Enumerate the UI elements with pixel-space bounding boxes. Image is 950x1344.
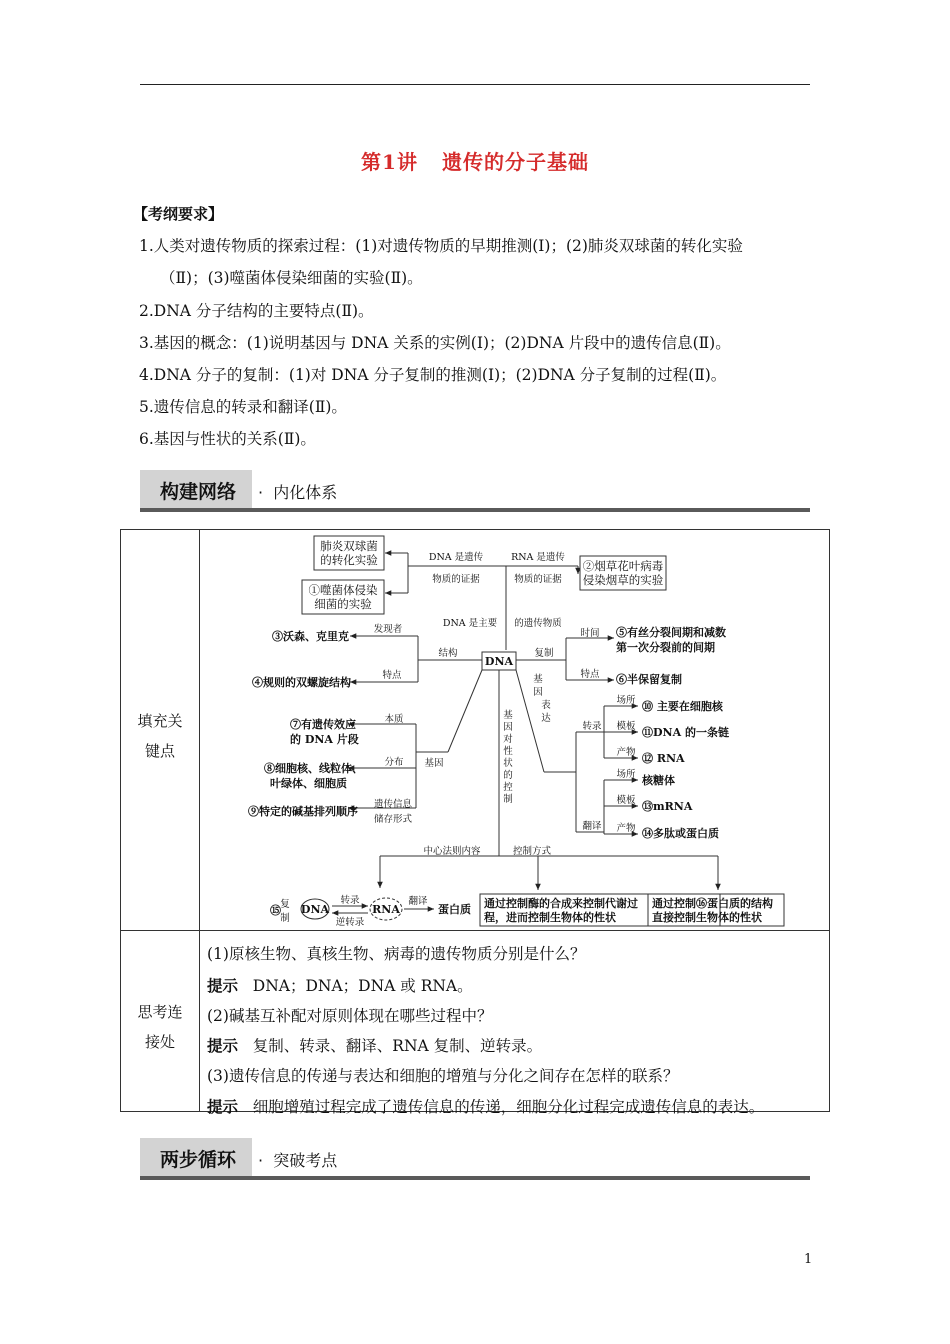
answer xyxy=(207,1095,764,1117)
requirement-item: 4.DNA 分子的复制：(1)对 DNA 分子复制的推测(Ⅰ)；(2)DNA 分子复制的过程(Ⅱ)。 xyxy=(139,366,727,384)
concept-map xyxy=(248,532,788,928)
box-pneumococcus: 肺炎双球菌 xyxy=(320,539,378,553)
discoverer-label: 发现者 xyxy=(373,624,403,635)
answer-7: 的 DNA 片段 xyxy=(290,733,359,746)
dna-evidence-label: 物质的证据 xyxy=(432,574,480,585)
question: (2)碱基互补配对原则体现在哪些过程中？ xyxy=(207,1007,493,1025)
info-form-label: 遗传信息 xyxy=(373,799,413,810)
info-form-label: 储存形式 xyxy=(373,814,413,825)
main-material-label: 的遗传物质 xyxy=(514,618,562,629)
header-rule xyxy=(140,84,810,85)
answer-5: ⑤有丝分裂间期和减数 xyxy=(616,626,726,639)
site-label: 场所 xyxy=(616,769,636,780)
answer-text: 复制、转录、翻译、RNA 复制、逆转录。 xyxy=(252,1037,543,1055)
gene-control-char: 因 xyxy=(503,722,513,733)
dogma-dna: DNA xyxy=(300,903,330,916)
answer-12: ⑫ RNA xyxy=(642,752,685,765)
answer-14: ⑭多肽或蛋白质 xyxy=(642,827,719,840)
replication-label: 复制 xyxy=(534,648,554,659)
requirements-heading: 【考纲要求】 xyxy=(133,205,224,223)
box-pneumococcus: 的转化实验 xyxy=(320,553,378,567)
answer-key: 提示 xyxy=(207,976,239,995)
dogma-rna: RNA xyxy=(372,903,400,916)
banner-rule xyxy=(140,1176,810,1180)
gene-control-char: 状 xyxy=(503,758,513,769)
replication-mark: 制 xyxy=(280,913,290,924)
gene-expr-char: 基 xyxy=(533,674,543,685)
banner-subtitle-text: 内化体系 xyxy=(273,483,338,502)
gene-expr-char: 达 xyxy=(541,713,551,724)
reverse-label: 逆转录 xyxy=(335,917,365,928)
page-number: 1 xyxy=(804,1252,813,1267)
dogma-protein: 蛋白质 xyxy=(438,903,471,916)
answer-text: 细胞增殖过程完成了遗传信息的传递，细胞分化过程完成遗传信息的表达。 xyxy=(252,1098,765,1116)
banner-title: 构建网络 xyxy=(140,470,252,508)
lecture-number: 第1讲 xyxy=(361,150,418,174)
section-banner-network xyxy=(140,470,810,512)
answer-11: ⑪DNA 的一条链 xyxy=(642,726,729,739)
product-label: 产物 xyxy=(616,823,636,834)
requirement-item: 6.基因与性状的关系(Ⅱ)。 xyxy=(139,430,316,448)
lecture-topic: 遗传的分子基础 xyxy=(441,150,589,174)
row-label-line: 思考连 xyxy=(137,1003,183,1021)
gene-label: 基因 xyxy=(424,758,444,769)
control-protein: 通过控制⑯蛋白质的结构 xyxy=(652,897,773,910)
banner-rule xyxy=(140,508,810,512)
central-dogma-label: 中心法则内容 xyxy=(423,846,481,857)
translation-label: 翻译 xyxy=(582,821,602,832)
ribosome: 核糖体 xyxy=(642,774,675,787)
gene-expr-char: 表 xyxy=(541,700,551,711)
control-enzyme: 程，进而控制生物体的性状 xyxy=(484,911,616,924)
product-label: 产物 xyxy=(616,747,636,758)
control-protein: 直接控制生物体的性状 xyxy=(652,911,762,924)
transcribe-label: 转录 xyxy=(340,895,360,906)
answer-key: 提示 xyxy=(207,1097,239,1116)
template-label: 模板 xyxy=(616,721,636,732)
template-label: 模板 xyxy=(616,795,636,806)
section-banner-cycle xyxy=(140,1138,810,1180)
requirement-item: 5.遗传信息的转录和翻译(Ⅱ)。 xyxy=(139,398,347,416)
banner-title: 两步循环 xyxy=(140,1138,252,1176)
box-tmv: ②烟草花叶病毒 xyxy=(582,559,664,573)
requirement-item: 3.基因的概念：(1)说明基因与 DNA 关系的实例(Ⅰ)；(2)DNA 片段中的遗传信息(Ⅱ)。 xyxy=(139,334,731,352)
translate-label: 翻译 xyxy=(408,896,428,907)
answer-8: ⑧细胞核、线粒体、 xyxy=(264,762,363,775)
banner-dot: · xyxy=(258,1151,264,1170)
gene-control-char: 制 xyxy=(503,794,513,805)
replication-mark: 复 xyxy=(280,899,290,910)
rna-evidence-label: RNA 是遗传 xyxy=(511,552,565,563)
feature-label: 特点 xyxy=(382,670,402,681)
answer-5: 第一次分裂前的间期 xyxy=(616,641,715,654)
time-label: 时间 xyxy=(580,628,600,639)
site-label: 场所 xyxy=(616,695,636,706)
gene-control-char: 性 xyxy=(503,746,513,757)
answer-9: ⑨特定的碱基排列顺序 xyxy=(248,805,358,818)
feature2-label: 特点 xyxy=(580,669,600,680)
banner-subtitle xyxy=(258,1148,337,1171)
question: (3)遗传信息的传递与表达和细胞的增殖与分化之间存在怎样的联系？ xyxy=(207,1067,679,1085)
gene-control-char: 对 xyxy=(503,734,513,745)
box-phage: 细菌的实验 xyxy=(314,597,372,611)
answer-6: ⑥半保留复制 xyxy=(616,673,682,686)
transcription-label: 转录 xyxy=(582,721,602,732)
table-divider xyxy=(199,530,200,1111)
distribution-label: 分布 xyxy=(384,757,404,768)
banner-dot: · xyxy=(258,483,264,502)
requirement-item: 2.DNA 分子结构的主要特点(Ⅱ)。 xyxy=(139,302,374,320)
row-label-line: 键点 xyxy=(144,742,175,760)
row-label-line: 填充关 xyxy=(137,712,183,730)
answer xyxy=(207,974,473,996)
answer-text: DNA；DNA；DNA 或 RNA。 xyxy=(252,977,473,995)
gene-control-char: 控 xyxy=(503,782,513,793)
box-phage: ①噬菌体侵染 xyxy=(308,583,378,597)
answer-13: ⑬mRNA xyxy=(642,800,693,813)
answer-7: ⑦有遗传效应 xyxy=(290,718,356,731)
answer xyxy=(207,1034,542,1056)
gene-expr-char: 因 xyxy=(533,687,543,698)
requirement-item: （Ⅱ)；(3)噬菌体侵染细菌的实验(Ⅱ)。 xyxy=(160,269,423,287)
page-title xyxy=(0,146,950,175)
requirement-item: 1.人类对遗传物质的探索过程：(1)对遗传物质的早期推测(Ⅰ)；(2)肺炎双球菌的转化实验 xyxy=(139,237,743,255)
rna-evidence-label: 物质的证据 xyxy=(514,574,562,585)
control-enzyme: 通过控制酶的合成来控制代谢过 xyxy=(484,897,638,910)
control-mode-label: 控制方式 xyxy=(512,846,552,857)
banner-subtitle-text: 突破考点 xyxy=(273,1151,338,1170)
gene-control-char: 的 xyxy=(503,770,513,781)
dna-evidence-label: DNA 是遗传 xyxy=(428,552,484,563)
row-label-line: 接处 xyxy=(144,1033,175,1051)
answer-3: ③沃森、克里克 xyxy=(272,630,349,643)
answer-8: 叶绿体、细胞质 xyxy=(270,777,347,790)
answer-10: ⑩ 主要在细胞核 xyxy=(642,700,723,713)
table-divider xyxy=(121,930,829,931)
box-tmv: 侵染烟草的实验 xyxy=(582,573,664,587)
answer-15: ⑮ xyxy=(270,904,281,917)
banner-subtitle xyxy=(258,480,337,503)
essence-label: 本质 xyxy=(384,714,404,725)
row-label-think xyxy=(121,997,199,1057)
answer-key: 提示 xyxy=(207,1036,239,1055)
dna-center: DNA xyxy=(484,655,514,668)
answer-4: ④规则的双螺旋结构 xyxy=(252,676,351,689)
row-label-fill xyxy=(121,706,199,766)
structure-label: 结构 xyxy=(438,648,458,659)
gene-control-char: 基 xyxy=(503,710,513,721)
question: (1)原核生物、真核生物、病毒的遗传物质分别是什么？ xyxy=(207,945,586,963)
main-material-label: DNA 是主要 xyxy=(442,618,498,629)
